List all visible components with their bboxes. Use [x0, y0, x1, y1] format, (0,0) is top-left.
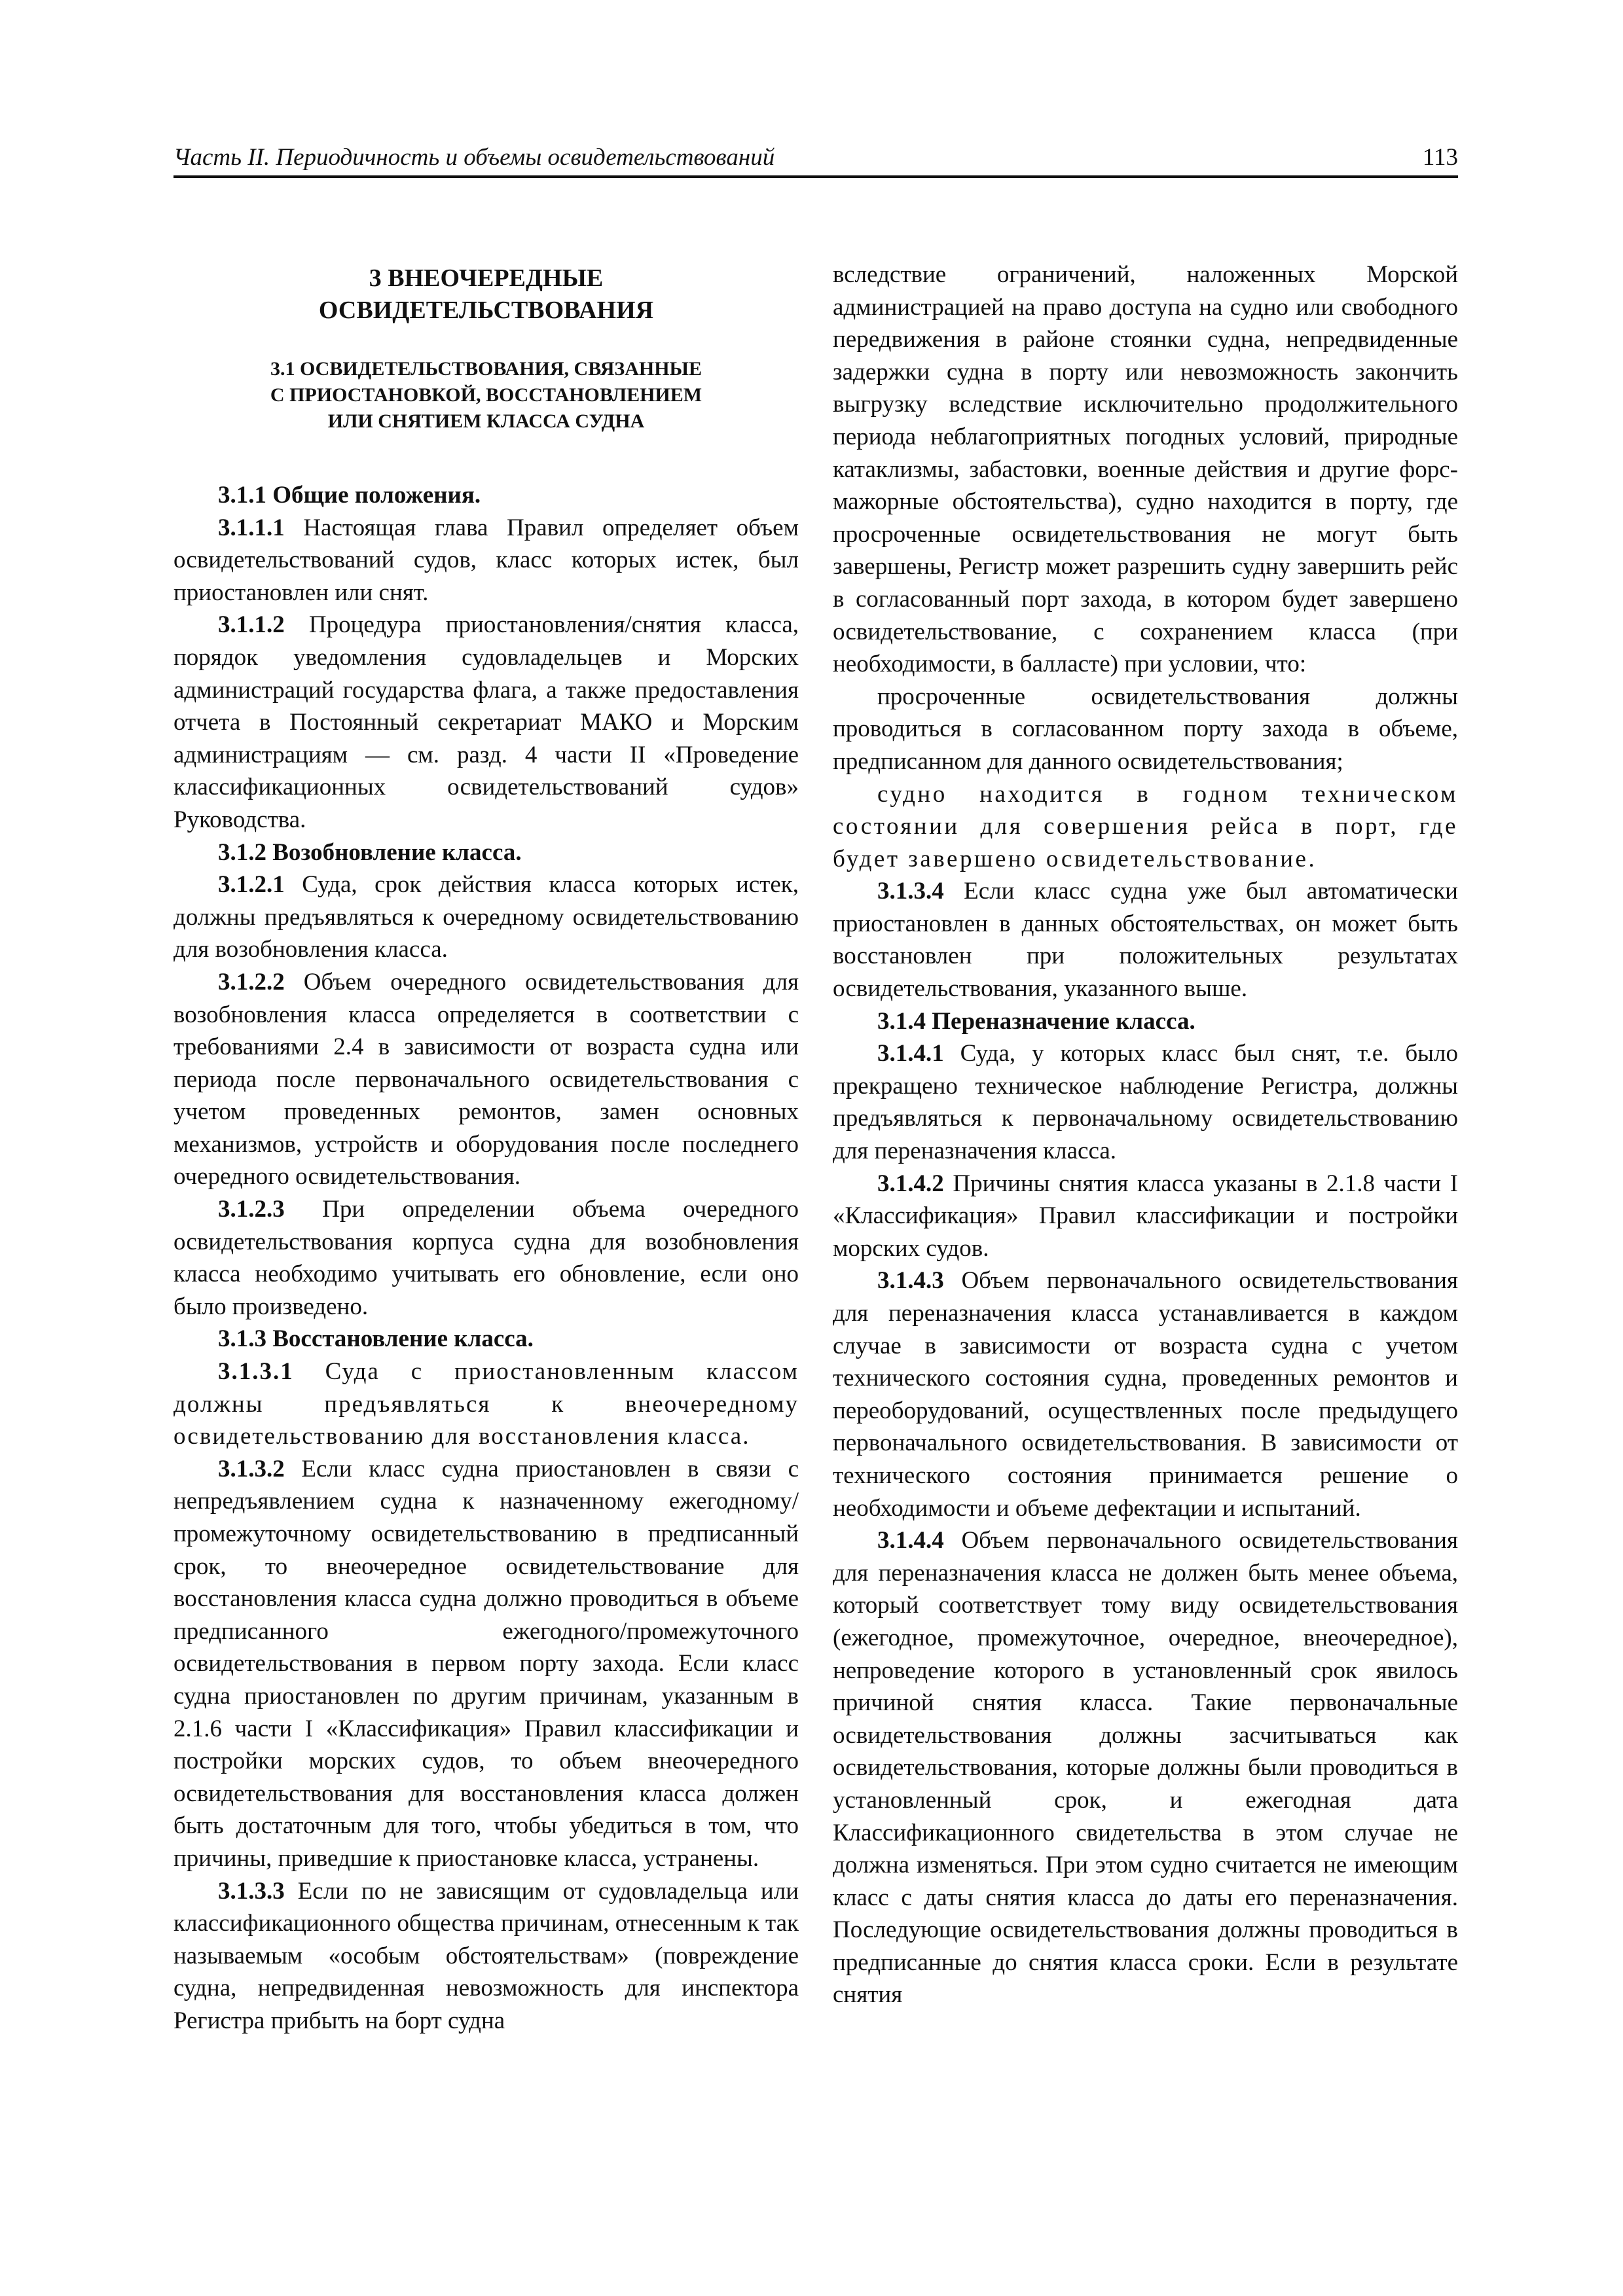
paragraph-number: 3.1.2.3	[218, 1196, 285, 1223]
paragraph-3-1-4-4	[833, 1524, 1458, 2011]
paragraph-text: Объем первоначального освидетельствования для переназначения класса устанавливается в каждом случае в зависимости от возраста судна с учетом технического состояния судна, проведенных ремонтов и переоборудований, осуществленных после предыдущего первоначального освидетельствования. В зависимости от технического состояния принимается решение о необходимости и объеме дефектации и испытаний.	[833, 1267, 1458, 1522]
paragraph-number: 3.1.4.1	[877, 1040, 944, 1067]
paragraph-3-1-4-3	[833, 1265, 1458, 1524]
chapter-title-line-1: 3 ВНЕОЧЕРЕДНЫЕ	[369, 264, 604, 292]
paragraph-3-1-3-2	[173, 1453, 799, 1875]
paragraph-text: Настоящая глава Правил определяет объем освидетельствований судов, класс которых истек, был приостановлен или снят.	[173, 514, 799, 606]
paragraph-3-1-1-1	[173, 512, 799, 609]
running-header-title: Часть II. Периодичность и объемы освидетельствований	[173, 144, 775, 171]
paragraph-text: Процедура приостановления/снятия класса, порядок уведомления судовладельцев и Морских администраций государства флага, а также предоставления отчета в Постоянный секретариат МАКО и Морским администрациям — см. разд. 4 части II «Проведение классификационных освидетельствований судов» Руководства.	[173, 611, 799, 833]
paragraph-text: При определении объема очередного освидетельствования корпуса судна для возобновления класса необходимо учитывать его обновление, если оно было произведено.	[173, 1196, 799, 1320]
paragraph-text: Суда с приостановленным классом должны предъявляться к внеочередному освидетельствованию для восстановления класса.	[173, 1358, 799, 1450]
paragraph-number: 3.1.4.4	[877, 1527, 944, 1554]
condition-2: судно находится в годном техническом состоянии для совершения рейса в порт, где будет завершено освидетельствование.	[833, 780, 1458, 872]
section-title-line-2: С ПРИОСТАНОВКОЙ, ВОССТАНОВЛЕНИЕМ	[270, 384, 702, 406]
subsection-3-1-1-heading: 3.1.1 Общие положения.	[218, 482, 481, 509]
paragraph-3-1-2-1	[173, 869, 799, 966]
paragraph-text: Если по не зависящим от судовладельца или классификационного общества причинам, отнесенным к так называемым «особым обстоятельствам» (повреждение судна, непредвиденная невозможность для инспектора Регистра прибыть на борт судна	[173, 1877, 799, 2034]
section-title-line-3: ИЛИ СНЯТИЕМ КЛАССА СУДНА	[327, 410, 645, 432]
paragraph-number: 3.1.2.1	[218, 871, 285, 899]
paragraph-number: 3.1.3.4	[877, 878, 944, 905]
paragraph-text: Объем первоначального освидетельствования для переназначения класса не должен быть менее объема, который соответствует тому виду освидетельствования (ежегодное, промежуточное, очередное, внеочередное), непроведение которого в установленный срок явилось причиной снятия класса. Такие первоначальные освидетельствования должны засчитываться как освидетельствования, которые должны были проводиться в установленный срок, и ежегодная дата Классификационного свидетельства в этом случае не должна изменяться. При этом судно считается не имеющим класс с даты снятия класса до даты его переназначения. Последующие освидетельствования должны проводиться в предписанные до снятия класса сроки. Если в результате снятия	[833, 1527, 1458, 2009]
chapter-title-line-2: ОСВИДЕТЕЛЬСТВОВАНИЯ	[318, 296, 654, 324]
subsection-3-1-4-heading: 3.1.4 Переназначение класса.	[877, 1007, 1195, 1035]
paragraph-number: 3.1.1.1	[218, 514, 285, 541]
right-column	[833, 259, 1458, 2011]
paragraph-number: 3.1.4.3	[877, 1267, 944, 1295]
paragraph-3-1-1-2	[173, 609, 799, 836]
paragraph-3-1-3-3-continued: вследствие ограничений, наложенных Морской администрацией на право доступа на судно или свободного передвижения в районе стоянки судна, непредвиденные задержки судна в порту или невозможность закончить выгрузку вследствие исключительно продолжительного периода неблагоприятных погодных условий, природные катаклизмы, забастовки, военные действия и другие форс-мажорные обстоятельства), судно находится в порту, где просроченные освидетельствования не могут быть завершены, Регистр может разрешить судну завершить рейс в согласованный порт захода, в котором будет завершено освидетельствование, с сохранением класса (при необходимости, в балласте) при условии, что:	[833, 261, 1458, 678]
paragraph-text: Причины снятия класса указаны в 2.1.8 части I «Классификация» Правил классификации и постройки морских судов.	[833, 1170, 1458, 1262]
subsection-3-1-3-heading: 3.1.3 Восстановление класса.	[218, 1325, 534, 1353]
paragraph-3-1-2-3	[173, 1193, 799, 1323]
page-number: 113	[1422, 144, 1458, 171]
section-title	[173, 356, 799, 435]
paragraph-3-1-3-1	[173, 1355, 799, 1453]
paragraph-number: 3.1.3.2	[218, 1455, 285, 1482]
paragraph-3-1-2-2	[173, 966, 799, 1193]
paragraph-text: Если класс судна уже был автоматически приостановлен в данных обстоятельствах, он может быть восстановлен при положительных результатах освидетельствования, указанного выше.	[833, 878, 1458, 1003]
paragraph-number: 3.1.1.2	[218, 611, 285, 639]
paragraph-text: Если класс судна приостановлен в связи с непредъявлением судна к назначенному ежегодному/промежуточному освидетельствованию в предписанный срок, то внеочередное освидетельствование для восстановления класса судна должно проводиться в объеме предписанного ежегодного/промежуточного освидетельствования в первом порту захода. Если класс судна приостановлен по другим причинам, указанным в 2.1.6 части I «Классификация» Правил классификации и постройки морских судов, то объем внеочередного освидетельствования для восстановления класса должен быть достаточным для того, чтобы убедиться в том, что причины, приведшие к приостановке класса, устранены.	[173, 1455, 799, 1872]
paragraph-text: Объем очередного освидетельствования для возобновления класса определяется в соответствии с требованиями 2.4 в зависимости от возраста судна или периода после первоначального освидетельствования с учетом проведенных ремонтов, замен основных механизмов, устройств и оборудования после последнего очередного освидетельствования.	[173, 968, 799, 1191]
chapter-title	[173, 262, 799, 327]
section-title-line-1: 3.1 ОСВИДЕТЕЛЬСТВОВАНИЯ, СВЯЗАННЫЕ	[270, 358, 702, 380]
paragraph-number: 3.1.2.2	[218, 968, 285, 996]
paragraph-number: 3.1.4.2	[877, 1170, 944, 1197]
running-header	[173, 143, 1458, 173]
header-rule	[173, 175, 1458, 178]
condition-1: просроченные освидетельствования должны проводиться в согласованном порту захода в объеме, предписанном для данного освидетельствования;	[833, 683, 1458, 775]
left-column	[173, 259, 799, 2037]
paragraph-3-1-3-4	[833, 875, 1458, 1005]
paragraph-3-1-3-3	[173, 1875, 799, 2037]
paragraph-text: Суда, у которых класс был снят, т.е. было прекращено техническое наблюдение Регистра, должны предъявляться к первоначальному освидетельствованию для переназначения класса.	[833, 1040, 1458, 1165]
paragraph-3-1-4-2	[833, 1168, 1458, 1265]
paragraph-text: Суда, срок действия класса которых истек, должны предъявляться к очередному освидетельствованию для возобновления класса.	[173, 871, 799, 963]
subsection-3-1-2-heading: 3.1.2 Возобновление класса.	[218, 838, 522, 866]
paragraph-number: 3.1.3.3	[218, 1877, 285, 1905]
paragraph-number: 3.1.3.1	[218, 1358, 294, 1386]
paragraph-3-1-4-1	[833, 1037, 1458, 1167]
